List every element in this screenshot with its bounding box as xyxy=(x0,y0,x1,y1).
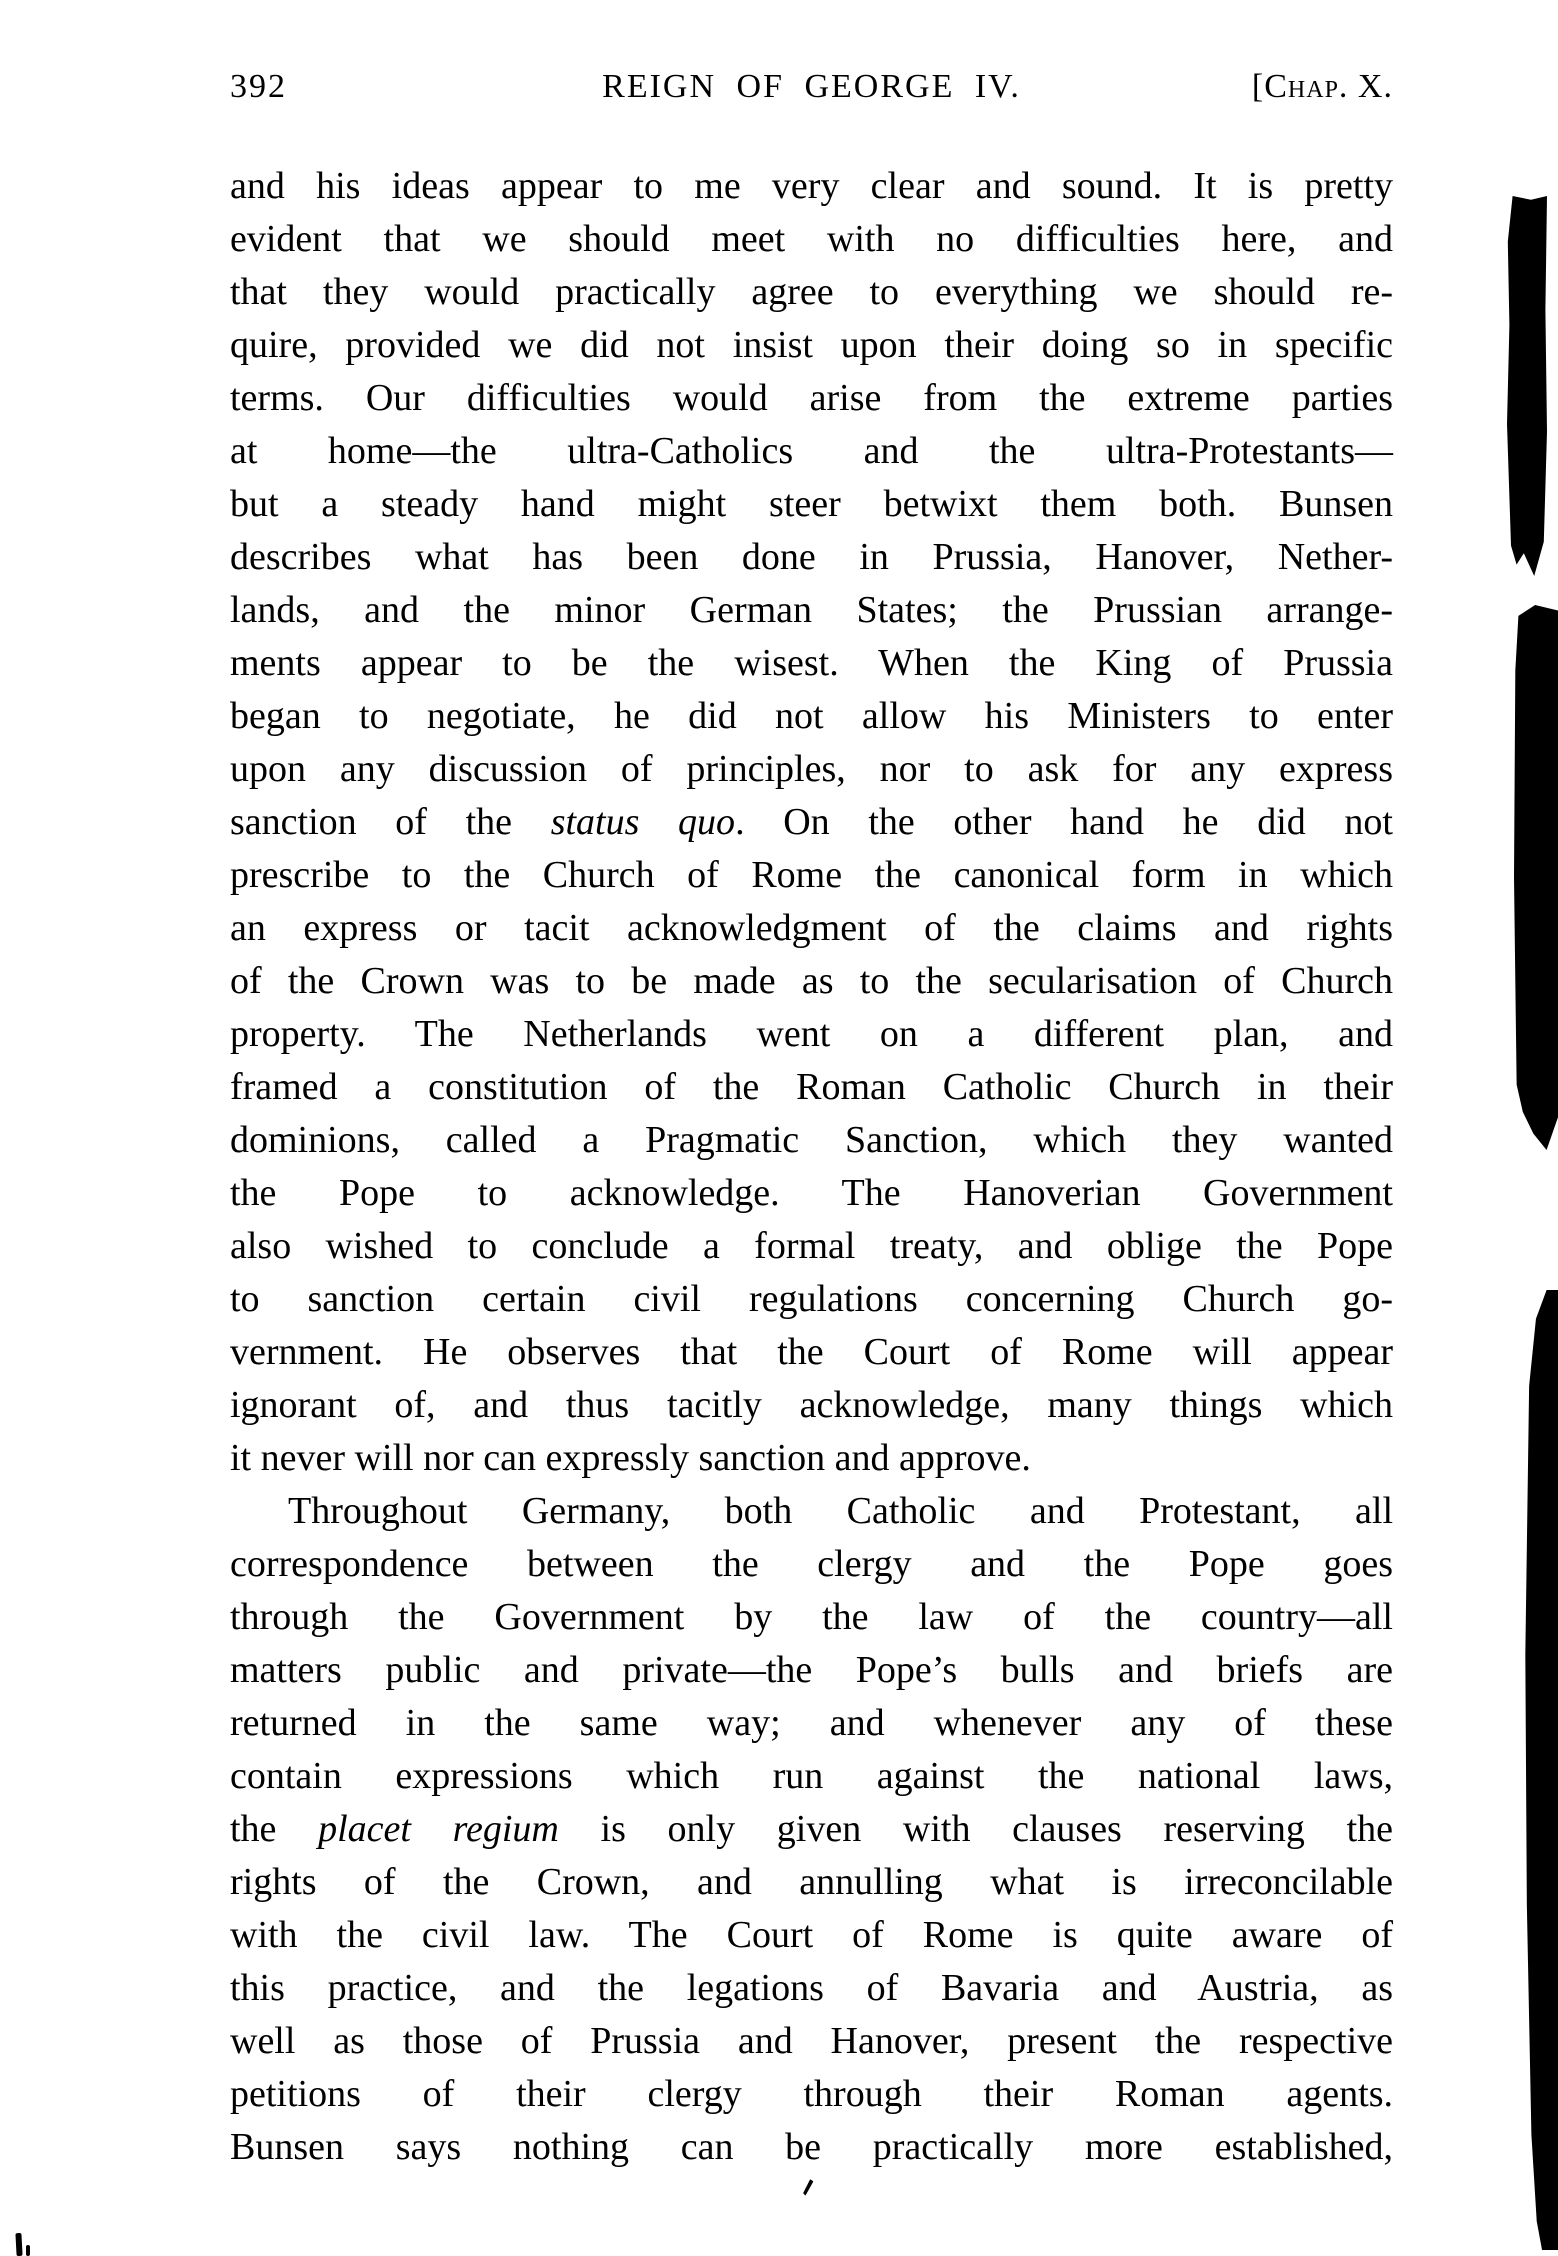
page-header xyxy=(230,66,1393,108)
text-segment: terms. Our difficulties would arise from the extreme parties xyxy=(230,377,1393,419)
text-segment: Bunsen says nothing can be practically more established, xyxy=(230,2126,1393,2168)
text-segment: this practice, and the legations of Bavaria and Austria, as xyxy=(230,1967,1393,2009)
text-line xyxy=(230,531,1393,584)
italic-text: status quo xyxy=(550,801,736,843)
text-line xyxy=(230,1803,1393,1856)
text-line xyxy=(230,1485,1393,1538)
text-line xyxy=(230,1538,1393,1591)
text-segment: property. The Netherlands went on a different plan, and xyxy=(230,1013,1393,1055)
text-line xyxy=(230,1273,1393,1326)
text-line xyxy=(230,637,1393,690)
text-segment: ments appear to be the wisest. When the King of Prussia xyxy=(230,642,1393,684)
italic-text: placet regium xyxy=(318,1808,559,1850)
text-segment: of the Crown was to be made as to the secularisation of Church xyxy=(230,960,1393,1002)
text-segment: that they would practically agree to everything we should re- xyxy=(230,271,1393,313)
text-segment: the xyxy=(230,1808,319,1850)
ink-stroke-bottom-left-1 xyxy=(15,2233,22,2256)
text-segment: began to negotiate, he did not allow his Ministers to enter xyxy=(230,695,1393,737)
text-line xyxy=(230,2015,1393,2068)
text-line xyxy=(230,1167,1393,1220)
text-segment: an express or tacit acknowledgment of the claims and rights xyxy=(230,907,1393,949)
text-segment: dominions, called a Pragmatic Sanction, which they wanted xyxy=(230,1119,1393,1161)
text-line xyxy=(230,1379,1393,1432)
text-segment: is only given with clauses reserving the xyxy=(558,1808,1393,1850)
page-number: 392 xyxy=(230,68,287,105)
text-segment: contain expressions which run against the national laws, xyxy=(230,1755,1393,1797)
text-line xyxy=(230,160,1393,213)
text-segment: but a steady hand might steer betwixt them both. Bunsen xyxy=(230,483,1393,525)
text-segment: matters public and private—the Pope’s bulls and briefs are xyxy=(230,1649,1393,1691)
ink-blot-right-middle xyxy=(1514,605,1558,1150)
text-line xyxy=(230,849,1393,902)
ink-blot-right-upper xyxy=(1507,196,1547,576)
text-line xyxy=(230,1591,1393,1644)
text-segment: lands, and the minor German States; the Prussian arrange- xyxy=(230,589,1393,631)
text-segment: Throughout Germany, both Catholic and Protestant, all xyxy=(288,1490,1393,1532)
text-line xyxy=(230,213,1393,266)
text-line xyxy=(230,2121,1393,2174)
text-line xyxy=(230,1962,1393,2015)
text-segment: through the Government by the law of the country—all xyxy=(230,1596,1393,1638)
text-segment: also wished to conclude a formal treaty, and oblige the Pope xyxy=(230,1225,1393,1267)
text-segment: correspondence between the clergy and the Pope goes xyxy=(230,1543,1393,1585)
text-line xyxy=(230,1326,1393,1379)
text-line xyxy=(230,796,1393,849)
ink-speck-bottom-center xyxy=(802,2178,813,2196)
text-line xyxy=(230,2068,1393,2121)
text-segment: vernment. He observes that the Court of Rome will appear xyxy=(230,1331,1393,1373)
text-segment: quire, provided we did not insist upon their doing so in specific xyxy=(230,324,1393,366)
text-segment: the Pope to acknowledge. The Hanoverian Government xyxy=(230,1172,1393,1214)
text-line xyxy=(230,690,1393,743)
text-line xyxy=(230,266,1393,319)
text-segment: it never will nor can expressly sanction and approve. xyxy=(230,1437,1031,1479)
text-line xyxy=(230,1750,1393,1803)
text-line xyxy=(230,955,1393,1008)
ink-stroke-bottom-left-2 xyxy=(26,2245,30,2256)
text-segment: ignorant of, and thus tacitly acknowledge, many things which xyxy=(230,1384,1393,1426)
text-line xyxy=(230,319,1393,372)
text-segment: framed a constitution of the Roman Catholic Church in their xyxy=(230,1066,1393,1108)
running-title: REIGN OF GEORGE IV. xyxy=(602,68,1021,105)
text-segment: petitions of their clergy through their Roman agents. xyxy=(230,2073,1393,2115)
text-segment: and his ideas appear to me very clear and sound. It is pretty xyxy=(230,165,1393,207)
text-segment: rights of the Crown, and annulling what is irreconcilable xyxy=(230,1861,1393,1903)
text-segment: upon any discussion of principles, nor to ask for any express xyxy=(230,748,1393,790)
text-line xyxy=(230,1061,1393,1114)
text-line xyxy=(230,1432,1393,1485)
text-line xyxy=(230,1909,1393,1962)
text-line xyxy=(230,1697,1393,1750)
text-segment: well as those of Prussia and Hanover, present the respective xyxy=(230,2020,1393,2062)
text-line xyxy=(230,1856,1393,1909)
body-text xyxy=(230,160,1393,2174)
text-segment: describes what has been done in Prussia, Hanover, Nether- xyxy=(230,536,1393,578)
text-segment: evident that we should meet with no difficulties here, and xyxy=(230,218,1393,260)
text-segment: . On the other hand he did not xyxy=(735,801,1393,843)
text-line xyxy=(230,1644,1393,1697)
text-line xyxy=(230,584,1393,637)
text-segment: at home—the ultra-Catholics and the ultra-Protestants— xyxy=(230,430,1393,472)
chapter-mark: [Chap. X. xyxy=(1251,68,1393,105)
text-line xyxy=(230,1220,1393,1273)
text-segment: returned in the same way; and whenever any of these xyxy=(230,1702,1393,1744)
text-line xyxy=(230,1008,1393,1061)
text-segment: prescribe to the Church of Rome the canonical form in which xyxy=(230,854,1393,896)
text-line xyxy=(230,372,1393,425)
text-segment: with the civil law. The Court of Rome is quite aware of xyxy=(230,1914,1393,1956)
text-line xyxy=(230,425,1393,478)
text-segment: sanction of the xyxy=(230,801,551,843)
ink-bar-right-lower xyxy=(1520,1290,1558,2250)
text-line xyxy=(230,1114,1393,1167)
text-line xyxy=(230,902,1393,955)
text-segment: to sanction certain civil regulations concerning Church go- xyxy=(230,1278,1393,1320)
text-line xyxy=(230,743,1393,796)
text-line xyxy=(230,478,1393,531)
